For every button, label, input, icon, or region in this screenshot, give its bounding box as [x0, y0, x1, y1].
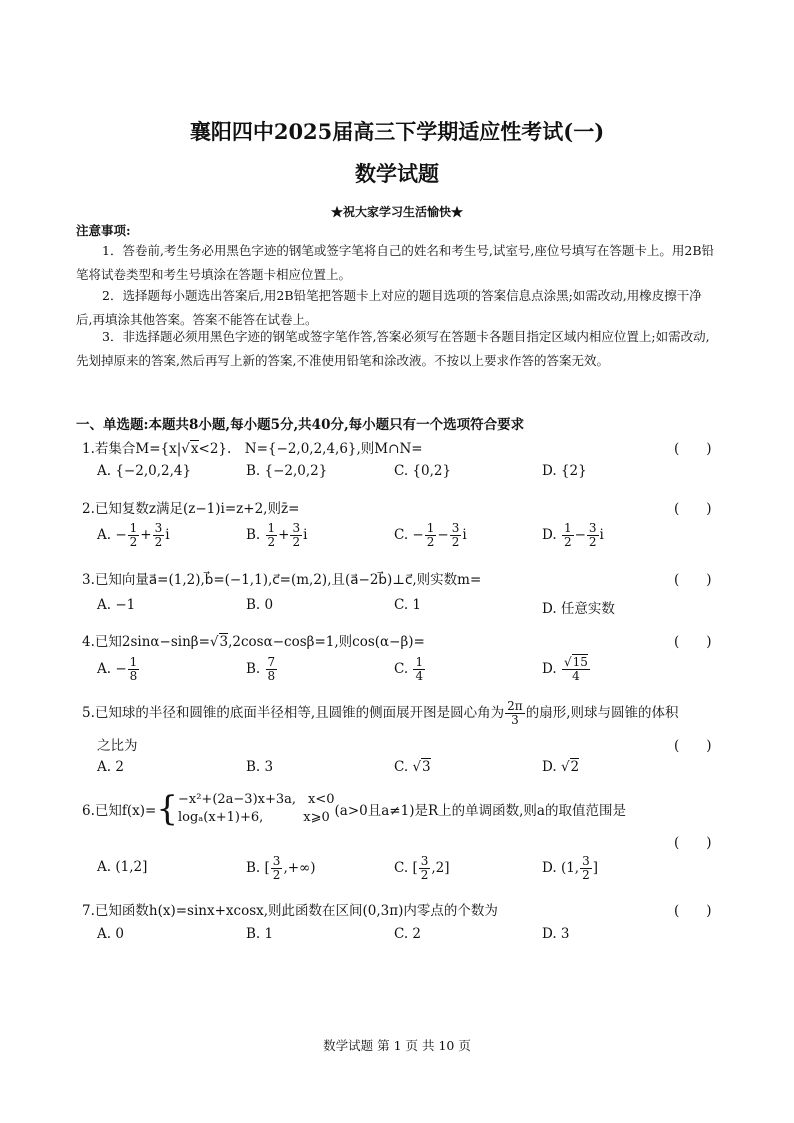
q4-option-a: A. − $\frac{1}{8}$	[97, 655, 138, 683]
q6-option-b: B. [ $\frac{3}{2}$ ,+∞)	[246, 854, 316, 882]
q7-option-c: C. 2	[394, 926, 422, 942]
q4-option-d: D. $\frac{√15}{4}$	[542, 655, 588, 683]
q1-option-b: B. {−2,0,2}	[246, 463, 328, 479]
answer-bracket-4: ( )	[674, 634, 712, 650]
question-5-stem-cont: 之比为	[97, 738, 138, 754]
q3-option-a: A. −1	[97, 597, 136, 613]
question-4-stem: 4.已知2sinα−sinβ=√3,2cosα−cosβ=1,则cos(α−β)=	[82, 634, 425, 650]
q2-option-a: A. − $\frac{1}{2}$ + $\frac{3}{2}$ i	[97, 521, 170, 549]
motto: ★祝大家学习生活愉快★	[330, 205, 463, 219]
q2-option-d: D. $\frac{1}{2}$ − $\frac{3}{2}$ i	[542, 521, 604, 549]
q6-option-d: D. (1, $\frac{3}{2}$ ]	[542, 854, 599, 882]
q5-option-d: D. √2	[542, 759, 580, 775]
question-1-stem: 1.若集合M={x|√x<2}. N={−2,0,2,4,6},则M∩N=	[82, 441, 423, 457]
section-heading: 一、单选题:本题共8小题,每小题5分,共40分,每小题只有一个选项符合要求	[76, 417, 525, 433]
q3-option-b: B. 0	[246, 597, 274, 613]
answer-bracket-2: ( )	[674, 501, 712, 517]
q4-option-b: B. $\frac{7}{8}$	[246, 655, 276, 683]
answer-bracket-7: ( )	[674, 903, 712, 919]
q5-option-c: C. √3	[394, 759, 431, 775]
q3-option-c: C. 1	[394, 597, 422, 613]
page-footer: 数学试题 第 1 页 共 10 页	[323, 1038, 471, 1053]
notice-item-1: 1．答卷前,考生务必用黑色字迹的钢笔或签字笔将自己的姓名和考生号,试室号,座位号填写在答题卡上。用2B铅笔将试卷类型和考生号填涂在答题卡相应位置上。	[76, 243, 715, 282]
q1-option-d: D. {2}	[542, 463, 587, 479]
question-7-stem: 7.已知函数h(x)=sinx+xcosx,则此函数在区间(0,3π)内零点的个数为	[82, 903, 498, 919]
notice-item-3: 3．非选择题必须用黑色字迹的钢笔或签字笔作答,答案必须写在答题卡各题目指定区域内相应位置上;如需改动,先划掉原来的答案,然后再写上新的答案,不准使用铅笔和涂改液。不按以上要求作答的答案无效。	[76, 329, 710, 368]
answer-bracket-5: ( )	[674, 738, 712, 754]
q2-option-b: B. $\frac{1}{2}$ + $\frac{3}{2}$ i	[246, 521, 308, 549]
q2-option-c: C. − $\frac{1}{2}$ − $\frac{3}{2}$ i	[394, 521, 467, 549]
q7-option-b: B. 1	[246, 926, 274, 942]
question-2-stem: 2.已知复数z满足(z−1)i=z+2,则z̄=	[82, 501, 300, 517]
question-3-stem: 3.已知向量a⃗=(1,2),b⃗=(−1,1),c⃗=(m,2),且(a⃗−2b⃗)⊥c⃗,则实数m=	[82, 572, 482, 588]
q6-option-a: A. (1,2]	[97, 859, 148, 875]
answer-bracket-6: ( )	[674, 835, 712, 851]
answer-bracket-1: ( )	[674, 441, 712, 457]
q5-option-a: A. 2	[97, 759, 124, 775]
q7-option-a: A. 0	[97, 926, 124, 942]
notice-heading: 注意事项:	[76, 223, 131, 238]
exam-subject: 数学试题	[355, 161, 439, 186]
q6-option-c: C. [ $\frac{3}{2}$ ,2]	[394, 854, 450, 882]
exam-title: 襄阳四中2025届高三下学期适应性考试(一)	[189, 119, 605, 144]
q3-option-d: D. 任意实数	[542, 601, 615, 617]
notice-item-2: 2．选择题每小题选出答案后,用2B铅笔把答题卡上对应的题目选项的答案信息点涂黑;如需改动,用橡皮擦干净后,再填涂其他答案。答案不能答在试卷上。	[76, 288, 702, 327]
q5-option-b: B. 3	[246, 759, 274, 775]
q1-option-a: A. {−2,0,2,4}	[97, 463, 192, 479]
q7-option-d: D. 3	[542, 926, 570, 942]
question-6-stem: 6.已知f(x)={−x²+(2a−3)x+3a, x<0 logₐ(x+1)+6, x⩾0 (a>0且a≠1)是R上的单调函数,则a的取值范围是	[82, 789, 626, 829]
q4-option-c: C. $\frac{1}{4}$	[394, 655, 424, 683]
q1-option-c: C. {0,2}	[394, 463, 452, 479]
question-5-stem: 5.已知球的半径和圆锥的底面半径相等,且圆锥的侧面展开图是圆心角为 $\frac{2\pi}{3}$ 的扇形,则球与圆锥的体积	[82, 699, 679, 727]
answer-bracket-3: ( )	[674, 572, 712, 588]
